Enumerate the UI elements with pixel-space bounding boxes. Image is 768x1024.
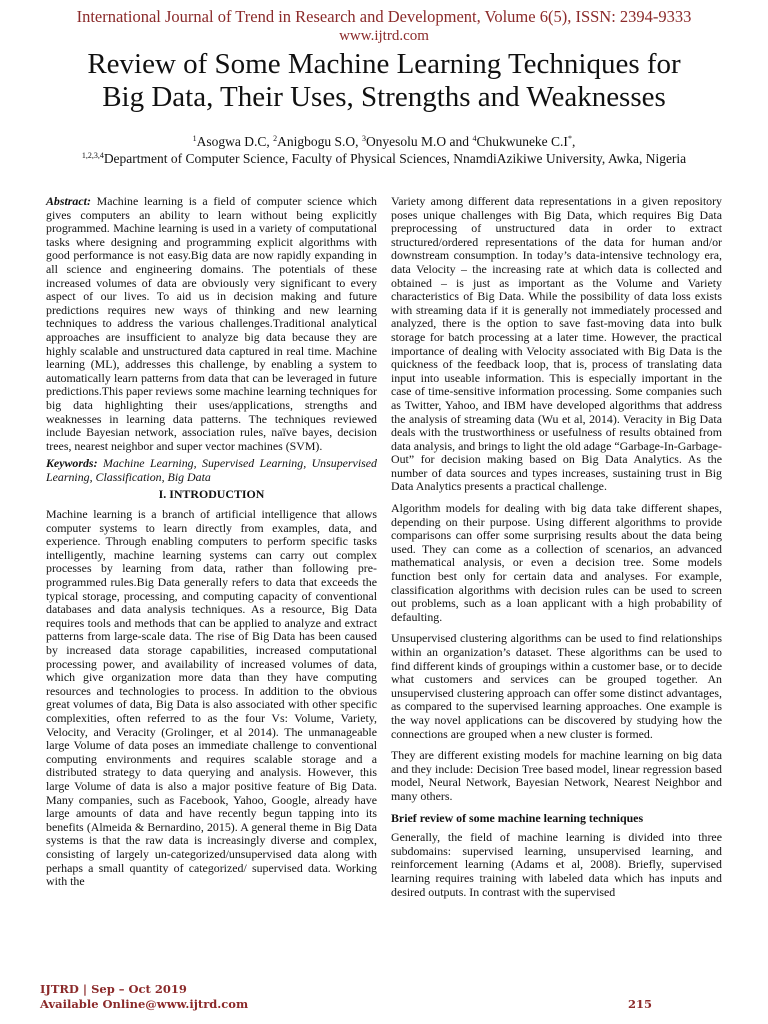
author-1: Asogwa D.C,: [196, 134, 274, 149]
keywords-text: Machine Learning, Supervised Learning, Unsupervised Learning, Classification, Big Data: [46, 456, 377, 484]
intro-paragraph-4: Unsupervised clustering algorithms can be used to find relationships within an organization’s dataset. These algorithms can be used to find different kinds of groupings within a customer base, or to decide what customers and services can be grouped together. An unsupervised clustering approach can offer some distinct advantages, as compared to the supervised learning approaches. One example is the way novel applications can be discovered by studying how the connections are grouped when a new cluster is formed.: [391, 631, 722, 741]
intro-paragraph-2: Variety among different data representations in a given repository poses unique challenges with Big Data, which requires Big Data preprocessing of unstructured data in order to extract structured/ordered representations of the data for human and/or downstream consumption. In today’s data-intensive technology era, data Velocity – the increasing rate at which data is collected and obtained – is just as important as the Volume and Variety characteristics of Big Data. While the possibility of data loss exists with streaming data if it is generally not immediately processed and analyzed, there is the option to save fast-moving data into bulk storage for batch processing at a later time. However, the practical importance of dealing with Velocity associated with Big Data is the quickness of the feedback loop, that is, process of translating data input into useable information. This is especially important in the case of time-sensitive information processing. Some companies such as Twitter, Yahoo, and IBM have developed algorithms that address the analysis of streaming data (Wu et al, 2014). Veracity in Big Data deals with the trustworthiness or usefulness of results obtained from data analysis, and brings to light the old adage “Garbage-In-Garbage-Out” for decision making based on Big Data Analytics. As the number of data sources and types increases, sustaining trust in Big Data Analytics presents a practical challenge.: [391, 194, 722, 494]
affiliation-sup: 1,2,3,4: [81, 151, 104, 160]
author-4: Chukwuneke C.I: [476, 134, 568, 149]
keywords-label: Keywords:: [46, 456, 98, 471]
author-list: [0, 134, 768, 150]
subsection-heading: Brief review of some machine learning techniques: [391, 810, 644, 825]
paper-title: [40, 48, 728, 114]
keywords: [46, 457, 377, 484]
left-column: [46, 195, 377, 897]
abstract-text: Machine learning is a field of computer science which gives computers an ability to learn without being explicitly programmed. Machine learning is used in a variety of computational tasks where designing and programming explicit algorithms with good performance is not easy.Big data are now rapidly expanding in all science and engineering domains. The potentials of these increased volumes of data are obviously very significant to every aspect of our lives. To aid us in decision making and future predictions requires new ways of thinking and new learning techniques to address the various challenges.Traditional analytical approaches are insufficient to analyze big data because they are highly scalable and unstructured data captured in real time. Machine learning (ML), addresses this challenge, by enabling a system to automatically learn patterns from data that can be leveraged in future predictions.This paper reviews some machine learning techniques for big data highlighting their uses/applications, strengths and weaknesses in learning data patterns. The techniques reviewed include Bayesian network, association rules, naïve bayes, decision trees, nearest neighbor and super vector machines (SVM).: [46, 194, 377, 453]
intro-paragraph-5: They are different existing models for machine learning on big data and they include: Decision Tree based model, linear regression based model, Neural Network, Bayesian Network, Nearest Neighbor and many others.: [391, 748, 722, 803]
affiliation-text: Department of Computer Science, Faculty of Physical Sciences, NnamdiAzikiwe University, Awka, Nigeria: [103, 151, 687, 166]
abstract-label: Abstract:: [46, 194, 91, 208]
title-line-2: Big Data, Their Uses, Strengths and Weaknesses: [102, 81, 666, 113]
corresponding-mark: *: [567, 134, 572, 143]
title-line-1: Review of Some Machine Learning Techniques for: [87, 48, 681, 80]
section-heading-introduction: I. INTRODUCTION: [158, 487, 265, 502]
subsection-paragraph-1: Generally, the field of machine learning is divided into three subdomains: supervised learning, unsupervised learning, and reinforcement learning (Adams et al, 2008). Briefly, supervised learning requires training with labeled data which has inputs and desired outputs. In contrast with the supervised: [391, 830, 722, 899]
page-number: 215: [628, 997, 653, 1011]
right-column: [391, 195, 722, 907]
author-sup-4: 4: [472, 134, 477, 143]
intro-paragraph-1: Machine learning is a branch of artificial intelligence that allows computer systems to learn directly from examples, data, and experience. Through enabling computers to perform specific tasks intelligently, machine learning systems can carry out complex processes by learning from data, rather than following pre-programmed rules.Big Data generally refers to data that exceeds the typical storage, processing, and computing capacity of conventional databases and data analysis techniques. As a resource, Big Data requires tools and methods that can be applied to analyze and extract patterns from large-scale data. The rise of Big Data has been caused by increased data storage capabilities, increased computational processing power, and availability of increased volumes of data, which give organization more data than they have computing resources and technologies to process. In addition to the obvious great volumes of data, Big Data is also associated with other specific complexities, often referred to as the four Vs: Volume, Variety, Velocity, and Veracity (Grolinger, et al 2014). The unmanageable large Volume of data poses an immediate challenge to conventional computing environments and requires scalable storage and a distributed strategy to data querying and analysis. However, this large Volume of data is also a major positive feature of Big Data. Many companies, such as Facebook, Yahoo, Google, already have large amounts of data and have recently begun tapping into its benefits (Almeida & Bernardino, 2015). A general theme in Big Data systems is that the raw data is increasingly diverse and complex, consisting of largely un-categorized/unsupervised data along with perhaps a small quantity of categorized/ supervised data. Working with the: [46, 507, 377, 889]
author-2: Anigbogu S.O,: [277, 134, 362, 149]
journal-url[interactable]: www.ijtrd.com: [339, 28, 429, 44]
author-3: Onyesolu M.O and: [365, 134, 473, 149]
affiliation: [0, 151, 768, 167]
journal-header: International Journal of Trend in Research and Development, Volume 6(5), ISSN: 2394-9333: [76, 7, 692, 26]
abstract: [46, 195, 377, 453]
author-sup-2: 2: [273, 134, 278, 143]
footer-online[interactable]: Available Online@www.ijtrd.com: [40, 997, 249, 1011]
footer-issue: IJTRD | Sep – Oct 2019: [40, 982, 187, 996]
author-sup-1: 1: [192, 134, 197, 143]
author-sup-3: 3: [361, 134, 366, 143]
footer: [40, 982, 248, 1012]
author-list-end: ,: [571, 134, 576, 149]
intro-paragraph-3: Algorithm models for dealing with big data take different shapes, depending on their purpose. Using different algorithms to provide comparisons can offer some surprising results about the data being used. They can come as a collection of scenarios, an advanced mathematical analysis, or even a decision tree. Some models function best only for certain data and analyses. For example, classification algorithms with decision rules can be used to screen out problems, such as a loan applicant with a high probability of defaulting.: [391, 501, 722, 624]
